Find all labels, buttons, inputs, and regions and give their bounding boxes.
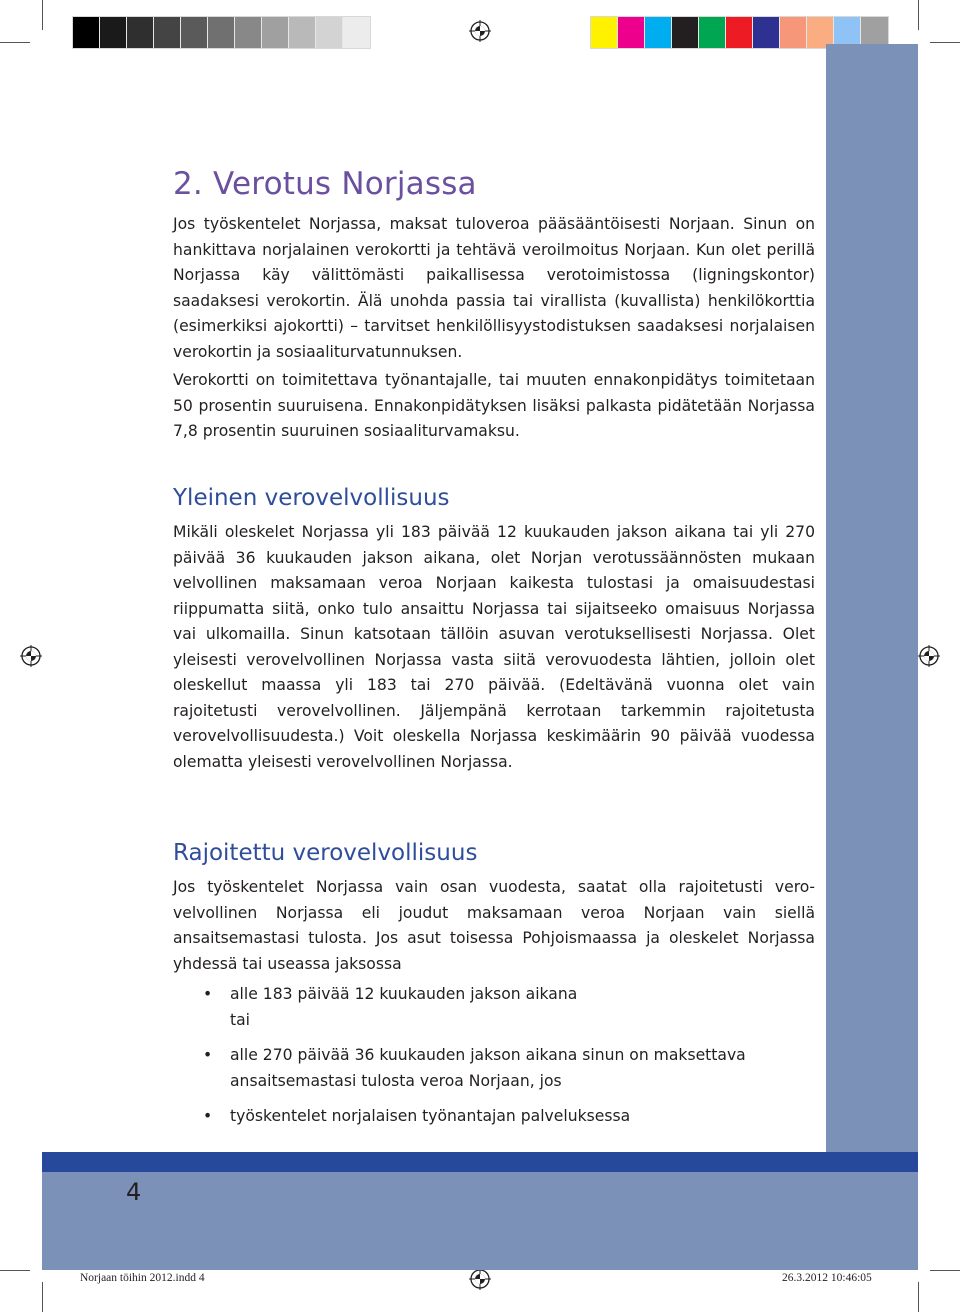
color-swatch bbox=[591, 17, 618, 48]
color-swatch bbox=[618, 17, 645, 48]
bullet-icon: • bbox=[203, 1107, 213, 1125]
list-item-line: ansaitsemastasi tulosta veroa Norjaan, jos bbox=[230, 1071, 562, 1090]
section-heading: Rajoitettu verovelvollisuus bbox=[173, 840, 478, 866]
crop-mark bbox=[0, 42, 30, 43]
color-swatch bbox=[780, 17, 807, 48]
list-item bbox=[173, 1104, 815, 1130]
list-item bbox=[173, 1043, 815, 1094]
color-swatch bbox=[208, 17, 235, 48]
page-title: 2. Verotus Norjassa bbox=[173, 166, 477, 202]
slug-filename: Norjaan töihin 2012.indd 4 bbox=[80, 1272, 205, 1284]
color-swatch bbox=[726, 17, 753, 48]
section-heading: Yleinen verovelvollisuus bbox=[173, 485, 450, 511]
crop-mark bbox=[42, 1282, 43, 1312]
color-swatch bbox=[672, 17, 699, 48]
list-item-line: työskentelet norjalaisen työnantajan palveluksessa bbox=[230, 1107, 631, 1125]
crop-mark bbox=[930, 1270, 960, 1271]
registration-target-icon bbox=[469, 1268, 491, 1290]
registration-target-icon bbox=[20, 645, 42, 667]
color-swatch bbox=[73, 17, 100, 48]
registration-target-icon bbox=[469, 20, 491, 42]
crop-mark bbox=[0, 1270, 30, 1271]
bullet-icon: • bbox=[203, 1046, 213, 1064]
footer-strip bbox=[42, 1152, 918, 1172]
slug-timestamp: 26.3.2012 10:46:05 bbox=[782, 1272, 872, 1284]
bullet-icon: • bbox=[203, 985, 213, 1003]
color-swatch bbox=[127, 17, 154, 48]
side-decor-band bbox=[826, 44, 918, 1152]
list-item-line: tai bbox=[230, 1010, 251, 1029]
color-swatch bbox=[181, 17, 208, 48]
list-item-line: alle 183 päivää 12 kuukauden jakson aikana bbox=[230, 985, 578, 1003]
crop-mark bbox=[918, 1282, 919, 1312]
color-swatch bbox=[753, 17, 780, 48]
footer-panel bbox=[42, 1172, 918, 1270]
color-swatch bbox=[645, 17, 672, 48]
color-swatch bbox=[154, 17, 181, 48]
color-swatch bbox=[699, 17, 726, 48]
bullet-list bbox=[173, 982, 815, 1140]
list-item bbox=[173, 982, 815, 1033]
section-paragraph: Mikäli oleskelet Norjassa yli 183 päivää 12 kuukauden jakson aikana tai yli 270 päivää 36 kuukauden jakson aikana, olet Norjan verotussäännösten mukaan velvollinen maksamaan veroa Norjaan kaikesta tulostasi ja omaisuudestasi riippumatta siitä, onko tulo ansaittu Norjassa tai sijaitseeko omaisuus Norjassa vai ulkomailla. Sinun katsotaan tällöin asuvan verotuksellisesti Norjassa. Olet yleisesti verovelvollinen Norjassa vasta siitä verovuodesta lähtien, jolloin olet oleskellut maassa yli 183 tai 270 päivää. (Edeltävänä vuonna olet vain rajoitetusti verovelvollinen. Jäljempänä kerrotaan tarkemmin rajoitetusta verovelvollisuudesta.) Voit oleskella Norjassa keskimäärin 90 päivää vuodessa olematta yleisesti verovelvollinen Norjassa. bbox=[173, 523, 815, 771]
color-swatch bbox=[316, 17, 343, 48]
color-swatch bbox=[343, 17, 370, 48]
intro-paragraph: Verokortti on toimitettava työnantajalle, tai muuten ennakonpidätys toimitetaan 50 prosentin suuruisena. Ennakonpidätyksen lisäksi palkasta pidätetään Norjassa 7,8 prosentin suuruinen sosiaaliturvamaksu. bbox=[173, 371, 815, 440]
color-swatch bbox=[262, 17, 289, 48]
grey-calibration-bar bbox=[72, 16, 371, 49]
crop-mark bbox=[930, 42, 960, 43]
crop-mark bbox=[42, 0, 43, 30]
intro-paragraph: Jos työskentelet Norjassa, maksat tuloveroa pääsääntöisesti Norjaan. Sinun on hankittava norjalainen verokortti ja tehtävä veroilmoitus Norjaan. Kun olet perillä Norjassa käy välittömästi paikallisessa verotoimistossa (ligningskontor) saadaksesi verokortin. Älä unohda passia tai virallista (kuvallista) henkilökorttia (esimerkiksi ajokortti) – tarvitset henkilöllisyystodistuksen saadaksesi norjalaisen verokortin ja sosiaaliturvatunnuksen. bbox=[173, 215, 815, 361]
registration-target-icon bbox=[918, 645, 940, 667]
list-item-line: alle 270 päivää 36 kuukauden jakson aikana sinun on maksettava bbox=[230, 1046, 746, 1064]
color-swatch bbox=[100, 17, 127, 48]
page-number: 4 bbox=[126, 1178, 142, 1206]
section-paragraph: Jos työskentelet Norjassa vain osan vuodesta, saatat olla rajoitetusti verovelvollinen Norjassa eli joudut maksamaan veroa Norjaan vain siellä ansaitsemastasi tulosta. Jos asut toisessa Pohjoismaassa ja oleskelet Norjassa yhdessä tai useassa jaksossa bbox=[173, 878, 815, 973]
color-swatch bbox=[289, 17, 316, 48]
color-swatch bbox=[235, 17, 262, 48]
crop-mark bbox=[918, 0, 919, 30]
